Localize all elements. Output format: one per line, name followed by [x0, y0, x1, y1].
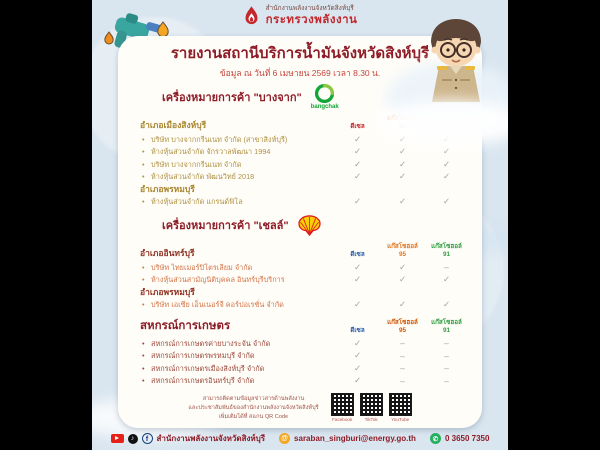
- fuel-column-header: แก๊สโซฮอล์ 91: [431, 243, 462, 259]
- table-row: [118, 362, 482, 375]
- phone-number: 0 3650 7350: [444, 434, 490, 443]
- table-row: [118, 158, 482, 171]
- table-row: [118, 337, 482, 350]
- table-row: [118, 171, 482, 184]
- qr-block: [360, 393, 383, 422]
- station-name: • สหกรณ์การเกษตรเมืองสิงห์บุรี จำกัด: [140, 364, 335, 373]
- table-row: [118, 183, 482, 196]
- table-row: [118, 196, 482, 209]
- check-icon: ✓: [353, 350, 362, 361]
- fuel-column-header: ดีเซล: [350, 251, 365, 259]
- station-name: • สหกรณ์การเกษตรอินทร์บุรี จำกัด: [140, 376, 335, 385]
- check-icon: ✓: [353, 133, 362, 144]
- shell-logo: [298, 215, 321, 236]
- check-icon: ✓: [398, 158, 407, 169]
- fuel-column-header: ดีเซล: [350, 327, 365, 335]
- facebook-icon: [142, 433, 153, 444]
- brand-header: [118, 210, 482, 240]
- qr-label: TikTok: [364, 417, 378, 422]
- qr-block: [389, 393, 412, 422]
- station-name: • ห้างหุ้นส่วนจำกัด จักรวาลพัฒนา 1994: [140, 147, 335, 156]
- brand-title: เครื่องหมายการค้า "บางจาก": [162, 92, 302, 104]
- dash-icon: –: [444, 338, 449, 349]
- dash-icon: –: [444, 363, 449, 374]
- dash-icon: –: [444, 262, 449, 273]
- check-icon: ✓: [398, 299, 407, 310]
- agency-name: สำนักงานพลังงานจังหวัดสิงห์บุรี: [265, 5, 354, 13]
- station-name: • ห้างหุ้นส่วนจำกัด แกรนด์ฟิโล: [140, 197, 335, 206]
- fuel-column-header: แก๊สโซฮอล์ 95: [387, 319, 418, 335]
- check-icon: ✓: [353, 274, 362, 285]
- section-title: สหกรณ์การเกษตร: [140, 320, 231, 332]
- report-title: รายงานสถานีบริการน้ำมันจังหวัดสิงห์บุรี: [170, 45, 430, 62]
- brand-section: [118, 210, 482, 311]
- ministry-name: กระทรวงพลังงาน: [265, 14, 358, 27]
- station-name: • ห้างหุ้นส่วนสามัญนิติบุคคล อินทร์บุรีบริการ: [140, 275, 335, 284]
- table-row: [118, 375, 482, 388]
- check-icon: ✓: [353, 171, 362, 182]
- table-row: [118, 350, 482, 363]
- footer-note-line: สามารถติดตามข้อมูลข่าวสารด้านพลังงาน: [202, 396, 305, 402]
- station-name: • สหกรณ์การเกษตรค่ายบางระจัน จำกัด: [140, 339, 335, 348]
- check-icon: ✓: [442, 146, 451, 157]
- district-label: อำเภอเมืองสิงห์บุรี: [140, 119, 207, 130]
- station-name: • บริษัท บางจากกรีนเนท จำกัด (สาขาสิงห์บุรี): [140, 135, 335, 144]
- footer-note: [188, 393, 318, 422]
- qr-codes: [331, 393, 412, 422]
- email-address: saraban_singburi@energy.go.th: [294, 434, 416, 443]
- brand-logo-text: bangchak: [310, 104, 339, 110]
- check-icon: ✓: [398, 146, 407, 157]
- check-icon: ✓: [442, 171, 451, 182]
- check-icon: ✓: [353, 299, 362, 310]
- fuel-column-header: ดีเซล: [350, 123, 365, 131]
- fuel-column-header: แก๊สโซฮอล์ 95: [387, 243, 418, 259]
- qr-label: Facebook: [332, 417, 353, 422]
- brand-title: เครื่องหมายการค้า "เชลล์": [162, 220, 289, 232]
- dash-icon: –: [400, 338, 405, 349]
- check-icon: ✓: [353, 158, 362, 169]
- qr-block: [331, 393, 354, 422]
- check-icon: ✓: [442, 196, 451, 207]
- table-row: [118, 261, 482, 274]
- ministry-flame-logo: [243, 5, 260, 28]
- check-icon: ✓: [353, 196, 362, 207]
- report-date: ข้อมูล ณ วันที่ 6 เมษายน 2569 เวลา 8.30 น.: [219, 68, 381, 78]
- dash-icon: –: [444, 375, 449, 386]
- station-name: • ห้างหุ้นส่วนจำกัด พัฒนวิทย์ 2018: [140, 172, 335, 181]
- dash-icon: –: [400, 363, 405, 374]
- check-icon: ✓: [353, 337, 362, 348]
- youtube-icon: [111, 434, 124, 443]
- check-icon: ✓: [442, 274, 451, 285]
- fuel-column-header: แก๊สโซฮอล์ 91: [431, 319, 462, 335]
- station-name: • บริษัท ไทยเมอร์ปิโตรเลียม จำกัด: [140, 263, 335, 272]
- qr-label: YouTube: [391, 417, 410, 422]
- tiktok-icon: [128, 434, 138, 444]
- dash-icon: –: [400, 375, 405, 386]
- check-icon: ✓: [353, 375, 362, 386]
- brand-section: [118, 316, 482, 387]
- check-icon: ✓: [353, 362, 362, 373]
- contact-bar: [92, 432, 508, 445]
- check-icon: ✓: [398, 171, 407, 182]
- social-account-label: สำนักงานพลังงานจังหวัดสิงห์บุรี: [156, 434, 266, 443]
- footer-note-line: และประชาสัมพันธ์ของสำนักงานพลังงานจังหวัดสิงห์บุรี: [188, 404, 319, 411]
- station-name: • สหกรณ์การเกษตรพรหมบุรี จำกัด: [140, 351, 335, 360]
- phone-icon: [430, 433, 441, 444]
- qr-code-icon: [360, 393, 383, 416]
- check-icon: ✓: [353, 261, 362, 272]
- table-row: [118, 274, 482, 287]
- qr-code-icon: [389, 393, 412, 416]
- check-icon: ✓: [442, 299, 451, 310]
- footer-note-line: เพิ่มเติมได้ที่ สแกน QR Code: [218, 413, 289, 420]
- bangchak-logo: [311, 84, 339, 110]
- district-label: อำเภอพรหมบุรี: [140, 286, 195, 297]
- table-row: [118, 286, 482, 299]
- station-name: • บริษัท บางจากกรีนเนท จำกัด: [140, 160, 335, 169]
- table-row: [118, 146, 482, 159]
- district-label: อำเภอพรหมบุรี: [140, 183, 195, 194]
- qr-code-icon: [331, 393, 354, 416]
- check-icon: ✓: [353, 146, 362, 157]
- table-row: [118, 316, 482, 337]
- check-icon: ✓: [398, 196, 407, 207]
- check-icon: ✓: [398, 274, 407, 285]
- check-icon: ✓: [398, 261, 407, 272]
- card-footer: [118, 393, 482, 422]
- district-label: อำเภออินทร์บุรี: [140, 247, 195, 258]
- dash-icon: –: [444, 350, 449, 361]
- check-icon: ✓: [442, 158, 451, 169]
- email-icon: [279, 433, 290, 444]
- dash-icon: –: [400, 350, 405, 361]
- table-row: [118, 240, 482, 261]
- poster-background: [92, 0, 508, 450]
- table-row: [118, 299, 482, 312]
- station-name: • บริษัท เอเซีย เอ็นเนอร์จี คอร์ปอเรชั่น จำกัด: [140, 300, 335, 309]
